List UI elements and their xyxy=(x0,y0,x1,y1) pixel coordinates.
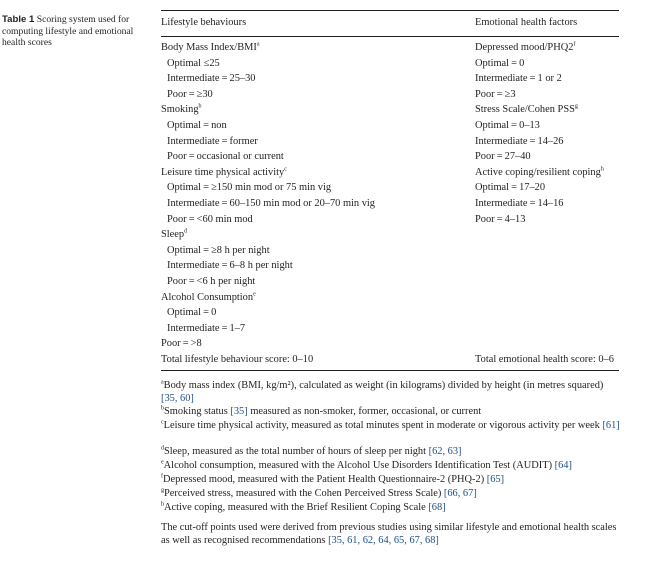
lifestyle-row-text: Intermediate = 1–7 xyxy=(167,322,246,334)
emotional-row-1 xyxy=(475,57,524,70)
citation-link[interactable]: [61] xyxy=(602,420,620,431)
emotional-row-text: Optimal = 0–13 xyxy=(475,120,540,131)
footnote-marker: c xyxy=(284,166,287,173)
footnote-marker: e xyxy=(253,291,256,298)
emotional-row-text: Optimal = 17–20 xyxy=(475,182,546,194)
citation-link[interactable]: [66, 67] xyxy=(443,488,477,499)
lifestyle-row-5 xyxy=(161,119,227,132)
emotional-row-10 xyxy=(475,197,564,210)
footnote-marker: d xyxy=(161,445,164,452)
citation-link[interactable]: [68] xyxy=(428,502,446,513)
footnote-f xyxy=(161,474,621,487)
footnote-marker: h xyxy=(600,166,604,173)
lifestyle-row-16 xyxy=(161,291,256,304)
table-top-rule xyxy=(161,10,619,11)
lifestyle-row-text: Poor = >8 xyxy=(161,338,202,350)
lifestyle-row-13 xyxy=(161,244,270,257)
citation-link[interactable]: [35] xyxy=(230,406,248,417)
citation-link[interactable]: [35, 61, 62, 64, 65, 67, 68] xyxy=(328,534,439,546)
footnote-text: Leisure time physical activity, measured as total minutes spent in moderate or vigorous activity per week xyxy=(163,420,603,431)
emotional-row-text: Active coping/resilient coping xyxy=(475,166,601,178)
footnote-b xyxy=(161,406,621,419)
footnote-marker: h xyxy=(161,501,164,508)
lifestyle-row-8 xyxy=(161,166,287,179)
footnote-text: The cut-off points used were derived from previous studies using similar lifestyle and emotional health scales as well as recognised recommendations xyxy=(161,522,617,546)
lifestyle-row-0 xyxy=(161,41,260,54)
lifestyle-row-12 xyxy=(161,228,187,241)
footnote-marker: g xyxy=(574,103,578,110)
footnote-marker: a xyxy=(256,41,260,48)
footnote-text: Sleep, measured as the total number of hours of sleep per night xyxy=(164,446,429,457)
citation-link[interactable]: [65] xyxy=(486,474,505,485)
lifestyle-row-text: Poor = <60 min mod xyxy=(167,213,253,225)
total-lifestyle: Total lifestyle behaviour score: 0–10 xyxy=(161,354,314,365)
lifestyle-row-text: Alcohol Consumption xyxy=(161,291,254,303)
lifestyle-row-19 xyxy=(161,337,202,350)
footnote-marker: a xyxy=(161,379,164,386)
footnote-text: Active coping, measured with the Brief Resilient Coping Scale xyxy=(164,502,429,513)
lifestyle-row-text: Smoking xyxy=(161,104,199,116)
emotional-row-text: Depressed mood/PHQ2 xyxy=(475,42,574,53)
lifestyle-row-9 xyxy=(161,181,331,194)
footnote-marker: b xyxy=(198,103,202,110)
lifestyle-row-17 xyxy=(161,306,216,319)
lifestyle-row-text: Intermediate = 60–150 min mod or 20–70 min vig xyxy=(167,198,375,209)
citation-link[interactable]: [62, 63] xyxy=(428,446,462,457)
lifestyle-row-text: Sleep xyxy=(161,229,185,241)
emotional-row-8 xyxy=(475,166,604,179)
total-emotional: Total emotional health score: 0–6 xyxy=(475,354,614,365)
emotional-row-6 xyxy=(475,135,564,148)
footnote-marker: g xyxy=(161,487,164,494)
header-rule xyxy=(161,36,619,37)
lifestyle-row-6 xyxy=(161,135,258,148)
lifestyle-row-text: Leisure time physical activity xyxy=(161,166,285,178)
footnote-marker: f xyxy=(161,473,163,480)
emotional-row-text: Intermediate = 1 or 2 xyxy=(475,73,562,85)
emotional-row-2 xyxy=(475,72,562,85)
lifestyle-row-text: Body Mass Index/BMI xyxy=(161,42,257,53)
footnote-marker: b xyxy=(161,405,164,412)
lifestyle-row-text: Optimal = 0 xyxy=(167,307,217,319)
footnote-e xyxy=(161,460,621,473)
emotional-row-4 xyxy=(475,103,578,116)
footnote-g xyxy=(161,488,621,501)
footnote-marker: d xyxy=(184,228,188,235)
header-emotional: Emotional health factors xyxy=(475,17,578,28)
header-lifestyle: Lifestyle behaviours xyxy=(161,17,247,28)
emotional-row-text: Poor = 4–13 xyxy=(475,213,526,225)
emotional-row-text: Stress Scale/Cohen PSS xyxy=(475,104,575,116)
lifestyle-row-text: Optimal = non xyxy=(167,120,227,131)
citation-link[interactable]: [35, 60] xyxy=(161,392,194,404)
footnote-marker: f xyxy=(573,41,576,48)
footnote-marker: e xyxy=(161,459,164,466)
emotional-row-text: Poor = 27–40 xyxy=(475,151,531,163)
lifestyle-row-text: Optimal = ≥8 h per night xyxy=(167,244,270,256)
emotional-row-text: Poor = ≥3 xyxy=(475,88,516,100)
footnote-text: Smoking status xyxy=(164,406,231,417)
emotional-row-0 xyxy=(475,41,575,54)
lifestyle-row-14 xyxy=(161,259,293,272)
lifestyle-row-18 xyxy=(161,322,245,335)
footnote-note xyxy=(161,522,621,548)
lifestyle-row-1 xyxy=(161,57,220,70)
citation-link[interactable]: [64] xyxy=(554,460,572,471)
footnote-text: Depressed mood, measured with the Patient Health Questionnaire-2 (PHQ-2) xyxy=(163,474,487,485)
footnote-text: Perceived stress, measured with the Cohen Perceived Stress Scale) xyxy=(164,488,444,499)
lifestyle-row-text: Intermediate = 25–30 xyxy=(167,73,256,85)
footnote-d xyxy=(161,446,621,459)
lifestyle-row-text: Intermediate = 6–8 h per night xyxy=(167,260,293,272)
emotional-row-text: Intermediate = 14–26 xyxy=(475,135,564,147)
emotional-row-5 xyxy=(475,119,540,132)
emotional-row-text: Intermediate = 14–16 xyxy=(475,198,564,209)
lifestyle-row-text: Optimal ≤25 xyxy=(167,57,220,69)
lifestyle-row-10 xyxy=(161,197,375,210)
emotional-row-7 xyxy=(475,150,531,163)
lifestyle-row-4 xyxy=(161,103,202,116)
footnote-h xyxy=(161,502,621,515)
lifestyle-row-text: Poor = occasional or current xyxy=(167,151,284,163)
emotional-row-3 xyxy=(475,88,516,101)
emotional-row-text: Optimal = 0 xyxy=(475,57,525,69)
emotional-row-11 xyxy=(475,213,525,226)
footnote-marker: c xyxy=(161,419,164,426)
lifestyle-row-15 xyxy=(161,275,255,288)
emotional-row-9 xyxy=(475,181,545,194)
lifestyle-row-2 xyxy=(161,72,256,85)
table-caption-text: Scoring system used for computing lifestyle and emotional health scores xyxy=(2,14,134,49)
footnote-text: measured as non-smoker, former, occasional, or current xyxy=(247,406,482,417)
footnote-a xyxy=(161,380,621,406)
lifestyle-row-text: Poor = ≥30 xyxy=(167,88,213,100)
lifestyle-row-text: Optimal = ≥150 min mod or 75 min vig xyxy=(167,182,332,194)
lifestyle-row-text: Intermediate = former xyxy=(167,135,258,147)
table-caption xyxy=(2,14,138,49)
lifestyle-row-11 xyxy=(161,213,253,226)
table-label: Table 1 xyxy=(2,14,35,25)
footnote-text: Alcohol consumption, measured with the Alcohol Use Disorders Identification Test (AUDIT) xyxy=(163,460,555,471)
lifestyle-row-text: Poor = <6 h per night xyxy=(167,276,256,287)
lifestyle-row-3 xyxy=(161,88,213,101)
footnote-c xyxy=(161,420,621,433)
table-bottom-rule xyxy=(161,370,619,371)
footnote-text: Body mass index (BMI, kg/m²), calculated as weight (in kilograms) divided by height (in metres squared) xyxy=(163,380,604,391)
lifestyle-row-7 xyxy=(161,150,284,163)
